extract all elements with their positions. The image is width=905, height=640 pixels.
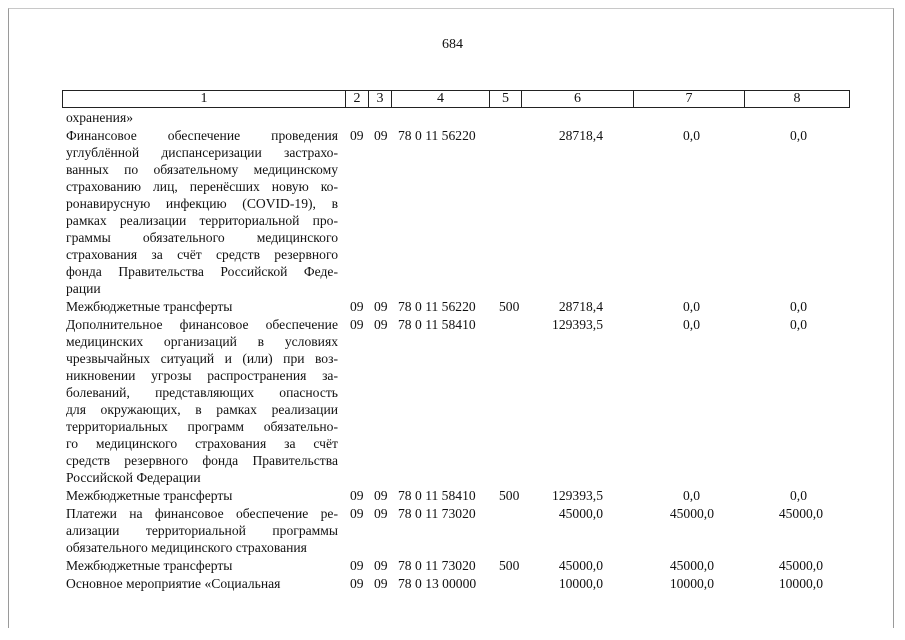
row-section-code: 09 <box>350 488 364 503</box>
description-line: для окружающих, в рамках реализации <box>66 402 338 417</box>
row-expense-type-code: 500 <box>499 299 520 314</box>
description-line: территориальных программ обязательно- <box>66 419 338 434</box>
row-amount-col8: 0,0 <box>790 299 807 314</box>
column-header-7: 7 <box>634 91 745 108</box>
description-line: ронавирусную инфекцию (COVID-19), в <box>66 196 338 211</box>
row-subsection-code: 09 <box>374 317 388 332</box>
row-amount-col8: 0,0 <box>790 488 807 503</box>
row-amount-col8: 0,0 <box>790 128 807 143</box>
row-target-article-code: 78 0 11 73020 <box>398 506 476 521</box>
row-section-code: 09 <box>350 558 364 573</box>
description-line: обязательного медицинского страхования <box>66 540 307 555</box>
row-section-code: 09 <box>350 299 364 314</box>
row-description <box>66 487 338 504</box>
row-amount-col7: 0,0 <box>683 317 700 332</box>
description-line: средств резервного фонда Правительства <box>66 453 338 468</box>
row-amount-col6: 28718,4 <box>558 128 603 143</box>
row-target-article-code: 78 0 11 56220 <box>398 128 476 143</box>
row-section-code: 09 <box>350 317 364 332</box>
description-line: фонда Правительства Российской Феде- <box>66 264 338 279</box>
row-subsection-code: 09 <box>374 576 388 591</box>
row-subsection-code: 09 <box>374 128 388 143</box>
row-target-article-code: 78 0 11 73020 <box>398 558 476 573</box>
column-header-5: 5 <box>490 91 522 108</box>
row-section-code: 09 <box>350 128 364 143</box>
row-description <box>66 557 338 574</box>
description-line: Платежи на финансовое обеспечение ре- <box>66 506 338 521</box>
row-subsection-code: 09 <box>374 506 388 521</box>
description-line: ализации территориальной программы <box>66 523 338 538</box>
column-header-2: 2 <box>346 91 369 108</box>
column-header-1: 1 <box>63 91 346 108</box>
row-amount-col8: 45000,0 <box>778 506 823 521</box>
description-line: Межбюджетные трансферты <box>66 299 233 314</box>
description-line: рамках реализации территориальной про- <box>66 213 338 228</box>
row-amount-col6: 129393,5 <box>552 317 603 332</box>
description-line: Финансовое обеспечение проведения <box>66 128 338 143</box>
description-line: страхования за счёт средств резервного <box>66 247 338 262</box>
column-header-6: 6 <box>522 91 634 108</box>
row-target-article-code: 78 0 11 56220 <box>398 299 476 314</box>
column-header-3: 3 <box>369 91 392 108</box>
row-amount-col6: 10000,0 <box>558 576 603 591</box>
description-line: ванных по обязательному медицинскому <box>66 162 338 177</box>
description-line: Дополнительное финансовое обеспечение <box>66 317 338 332</box>
row-amount-col6: 129393,5 <box>552 488 603 503</box>
column-header-8: 8 <box>745 91 850 108</box>
row-amount-col7: 10000,0 <box>669 576 714 591</box>
description-line: граммы обязательного медицинского <box>66 230 338 245</box>
row-subsection-code: 09 <box>374 558 388 573</box>
description-line: углублённой диспансеризации застрахо- <box>66 145 338 160</box>
row-amount-col7: 0,0 <box>683 488 700 503</box>
row-amount-col6: 45000,0 <box>558 506 603 521</box>
row-description <box>66 109 338 126</box>
row-target-article-code: 78 0 11 58410 <box>398 488 476 503</box>
row-amount-col8: 0,0 <box>790 317 807 332</box>
row-expense-type-code: 500 <box>499 488 520 503</box>
description-line: охранения» <box>66 110 133 125</box>
description-line: болеваний, представляющих опасность <box>66 385 338 400</box>
row-description <box>66 316 338 486</box>
row-amount-col7: 0,0 <box>683 128 700 143</box>
row-subsection-code: 09 <box>374 299 388 314</box>
row-target-article-code: 78 0 13 00000 <box>398 576 477 591</box>
description-line: Межбюджетные трансферты <box>66 558 233 573</box>
row-amount-col7: 0,0 <box>683 299 700 314</box>
row-amount-col7: 45000,0 <box>669 558 714 573</box>
row-amount-col6: 45000,0 <box>558 558 603 573</box>
description-line: никновении угрозы распространения за- <box>66 368 338 383</box>
description-line: медицинских организаций в условиях <box>66 334 338 349</box>
row-subsection-code: 09 <box>374 488 388 503</box>
page-number: 684 <box>442 37 463 52</box>
description-line: рации <box>66 281 101 296</box>
row-amount-col8: 10000,0 <box>778 576 823 591</box>
row-amount-col8: 45000,0 <box>778 558 823 573</box>
row-description <box>66 575 338 592</box>
description-line: страхованию лиц, перенёсших новую ко- <box>66 179 338 194</box>
row-section-code: 09 <box>350 506 364 521</box>
row-amount-col6: 28718,4 <box>558 299 603 314</box>
description-line: чрезвычайных ситуаций и (или) при воз- <box>66 351 338 366</box>
description-line: Основное мероприятие «Социальная <box>66 576 281 591</box>
row-target-article-code: 78 0 11 58410 <box>398 317 476 332</box>
row-description <box>66 298 338 315</box>
description-line: Межбюджетные трансферты <box>66 488 233 503</box>
row-expense-type-code: 500 <box>499 558 520 573</box>
row-description <box>66 127 338 297</box>
row-amount-col7: 45000,0 <box>669 506 714 521</box>
description-line: Российской Федерации <box>66 470 201 485</box>
row-description <box>66 505 338 556</box>
column-header-4: 4 <box>392 91 490 108</box>
row-section-code: 09 <box>350 576 364 591</box>
description-line: го медицинского страхования за счёт <box>66 436 338 451</box>
